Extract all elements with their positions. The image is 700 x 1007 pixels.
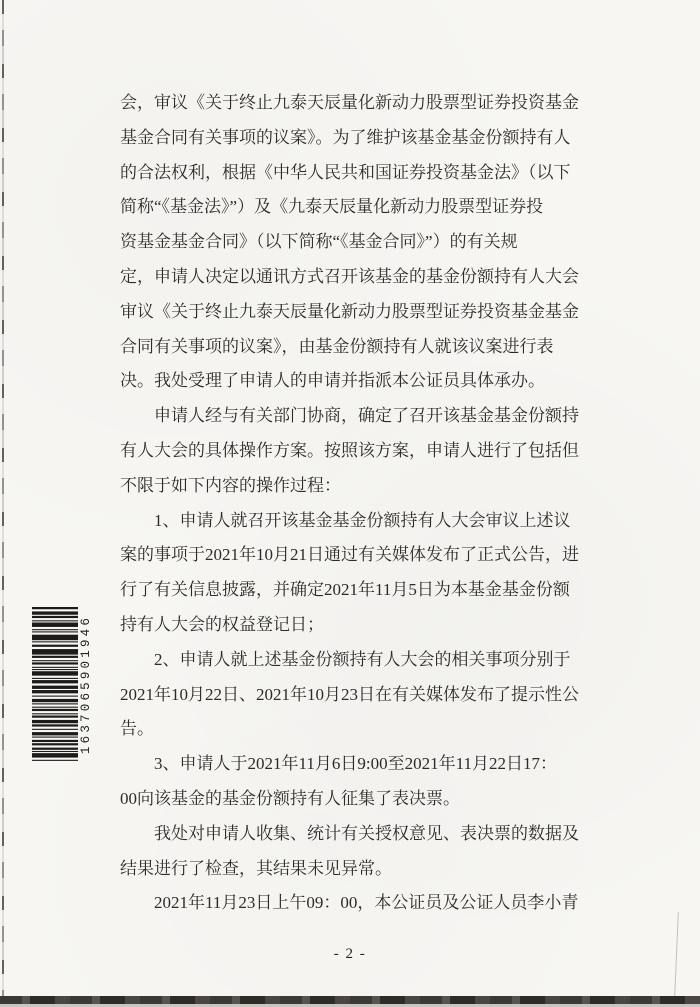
text-line: 持有人大会的权益登记日； (120, 614, 324, 634)
text-line: 1、申请人就召开该基金基金份额持有人大会审议上述议 (120, 510, 571, 530)
text-line: 有人大会的具体操作方案。按照该方案，申请人进行了包括但 (120, 440, 579, 460)
text-line: 简称“《基金法》”）及《九泰天辰量化新动力股票型证券投 (120, 197, 544, 217)
text-line: 2021年10月22日、2021年10月23日在有关媒体发布了提示性公 (120, 684, 579, 704)
scan-edge-left (2, 0, 4, 1007)
scan-edge-bottom (0, 996, 700, 1004)
text-line: 2021年11月23日上午09：00，本公证员及公证人员李小青 (120, 893, 579, 913)
barcode-icon (32, 607, 78, 762)
document-body (120, 86, 595, 921)
text-line: 2、申请人就上述基金份额持有人大会的相关事项分别于 (120, 649, 571, 669)
text-line: 结果进行了检查，其结果未见异常。 (120, 858, 392, 878)
text-line: 00向该基金的基金份额持有人征集了表决票。 (120, 788, 460, 808)
text-line: 资基金基金合同》（以下简称“《基金合同》”）的有关规 (120, 232, 518, 252)
text-line: 告。 (120, 719, 154, 739)
text-line: 我处对申请人收集、统计有关授权意见、表决票的数据及 (120, 823, 579, 843)
barcode-number: 1637065901946 (79, 614, 93, 755)
text-line: 的合法权利，根据《中华人民共和国证券投资基金法》（以下 (120, 162, 571, 182)
page-number: - 2 - (333, 946, 367, 962)
text-line: 会，审议《关于终止九泰天辰量化新动力股票型证券投资基金 (120, 93, 579, 112)
text-line: 案的事项于2021年10月21日通过有关媒体发布了正式公告，进 (120, 545, 579, 565)
text-line: 3、申请人于2021年11月6日9:00至2021年11月22日17： (120, 754, 557, 774)
text-line: 定，申请人决定以通讯方式召开该基金的基金份额持有人大会 (120, 266, 579, 286)
text-line: 合同有关事项的议案》，由基金份额持有人就该议案进行表 (120, 336, 554, 356)
text-line: 行了有关信息披露，并确定2021年11月5日为本基金基金份额 (120, 580, 570, 600)
text-line: 不限于如下内容的操作过程： (120, 475, 341, 495)
text-line: 审议《关于终止九泰天辰量化新动力股票型证券投资基金基金 (120, 301, 579, 321)
text-line: 申请人经与有关部门协商，确定了召开该基金基金份额持 (120, 406, 579, 426)
text-line: 基金合同有关事项的议案》。为了维护该基金基金份额持有人 (120, 127, 571, 147)
text-line: 决。我处受理了申请人的申请并指派本公证员具体承办。 (120, 371, 545, 391)
